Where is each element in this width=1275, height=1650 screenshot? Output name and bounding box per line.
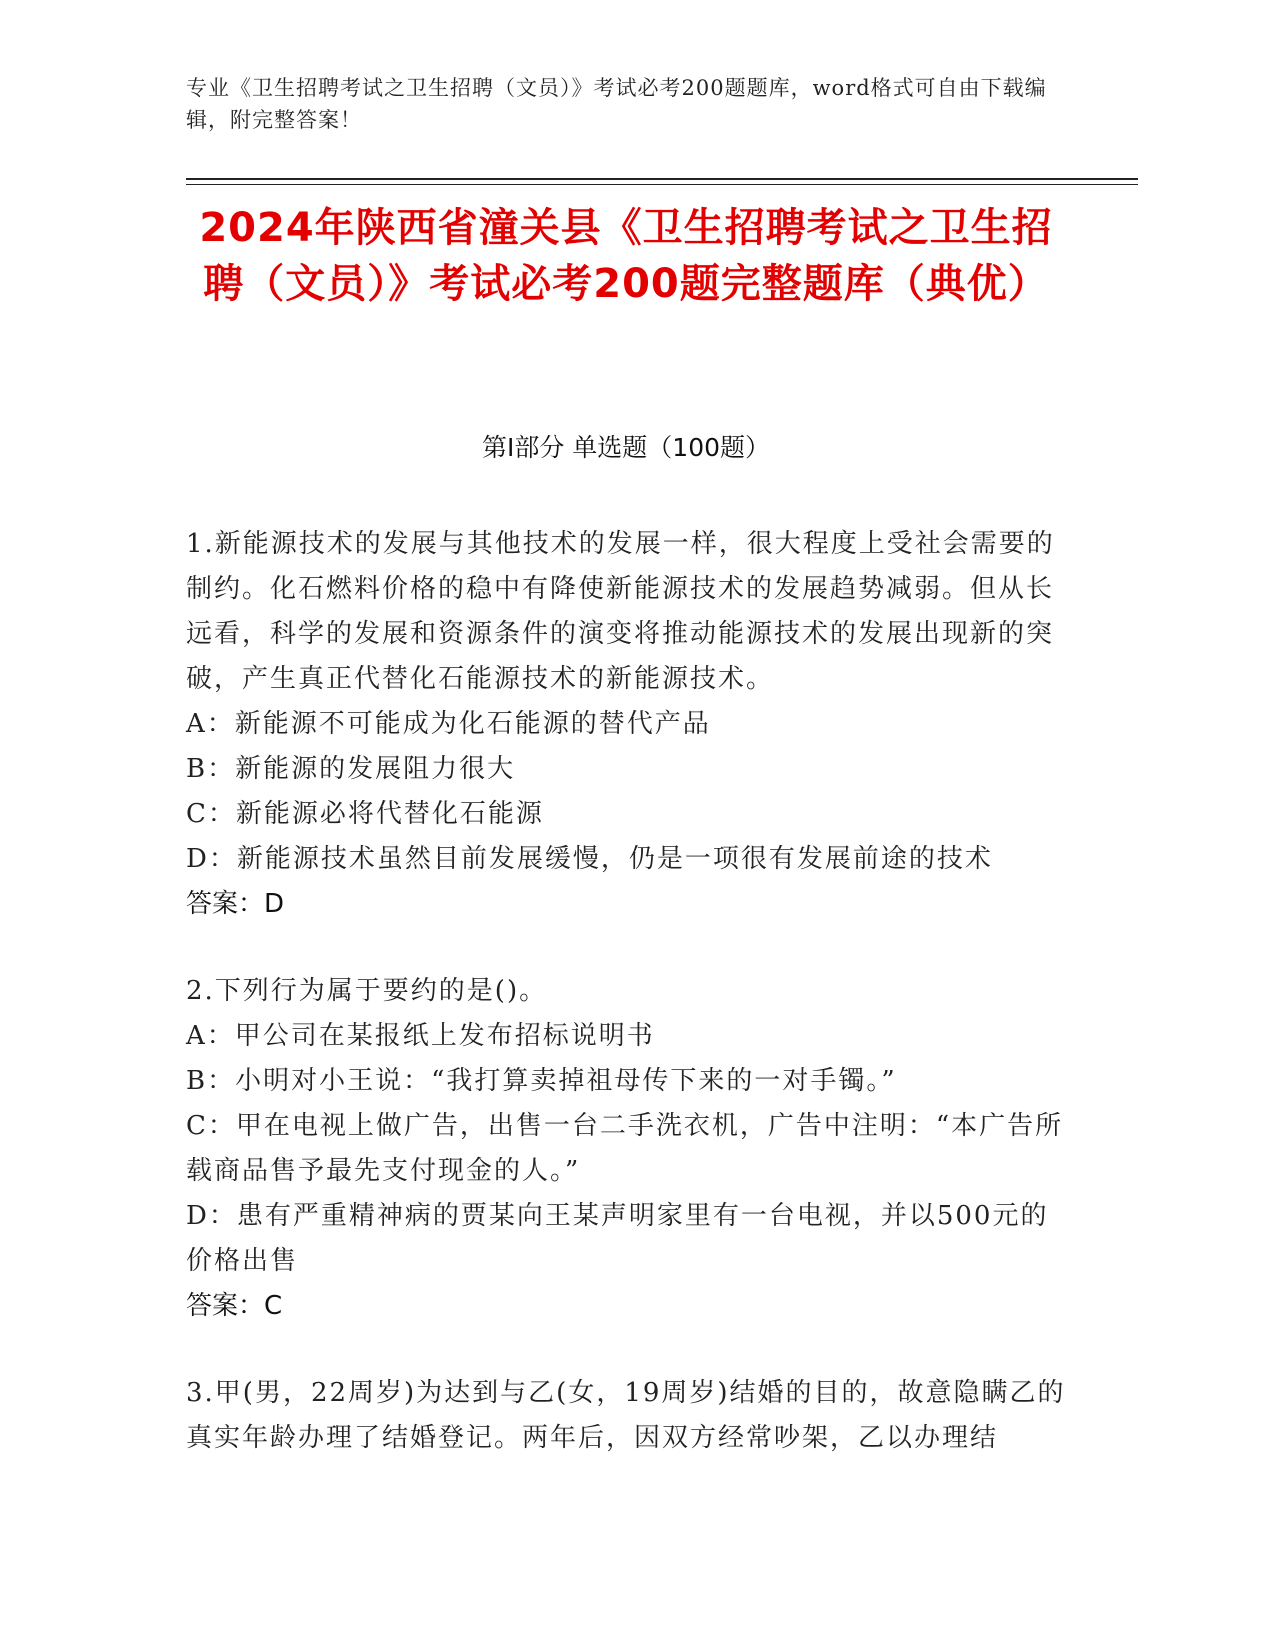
answer-line: 答案：C [186,1291,283,1321]
option-a: A：甲公司在某报纸上发布招标说明书 [186,1021,655,1051]
question-stem: 3.甲(男，22周岁)为达到与乙(女，19周岁)结婚的目的，故意隐瞒乙的真实年龄办理了结婚登记。两年后，因双方经常吵架，乙以办理结 [186,1378,1066,1453]
option-b: B：小明对小王说：“我打算卖掉祖母传下来的一对手镯。” [186,1066,897,1096]
question-stem: 2.下列行为属于要约的是()。 [186,976,548,1006]
option-d: D：患有严重精神病的贾某向王某声明家里有一台电视，并以500元的价格出售 [186,1201,1049,1276]
header-rule-thin [186,184,1138,185]
option-b: B：新能源的发展阻力很大 [186,754,516,784]
section-title: 第Ⅰ部分 单选题（100题） [481,433,771,462]
answer-line: 答案：D [186,889,285,919]
header-note: 专业《卫生招聘考试之卫生招聘（文员）》考试必考200题题库，word格式可自由下载编辑，附完整答案！ [186,76,1047,132]
option-d: D：新能源技术虽然目前发展缓慢，仍是一项很有发展前途的技术 [186,844,993,874]
question-stem: 1.新能源技术的发展与其他技术的发展一样，很大程度上受社会需要的制约。化石燃料价格的稳中有降使新能源技术的发展趋势减弱。但从长远看，科学的发展和资源条件的演变将推动能源技术的发展出现新的突破，产生真正代替化石能源技术的新能源技术。 [186,529,1055,694]
option-c: C：甲在电视上做广告，出售一台二手洗衣机，广告中注明：“本广告所载商品售予最先支付现金的人。” [186,1111,1064,1186]
question-list [186,522,1066,1503]
option-c: C：新能源必将代替化石能源 [186,799,544,829]
document-title: 2024年陕西省潼关县《卫生招聘考试之卫生招聘（文员）》考试必考200题完整题库（典优） [199,205,1053,307]
question-2 [186,969,1066,1329]
question-3 [186,1371,1066,1461]
header-rule-thick [186,178,1138,180]
option-a: A：新能源不可能成为化石能源的替代产品 [186,709,711,739]
question-1 [186,522,1066,927]
